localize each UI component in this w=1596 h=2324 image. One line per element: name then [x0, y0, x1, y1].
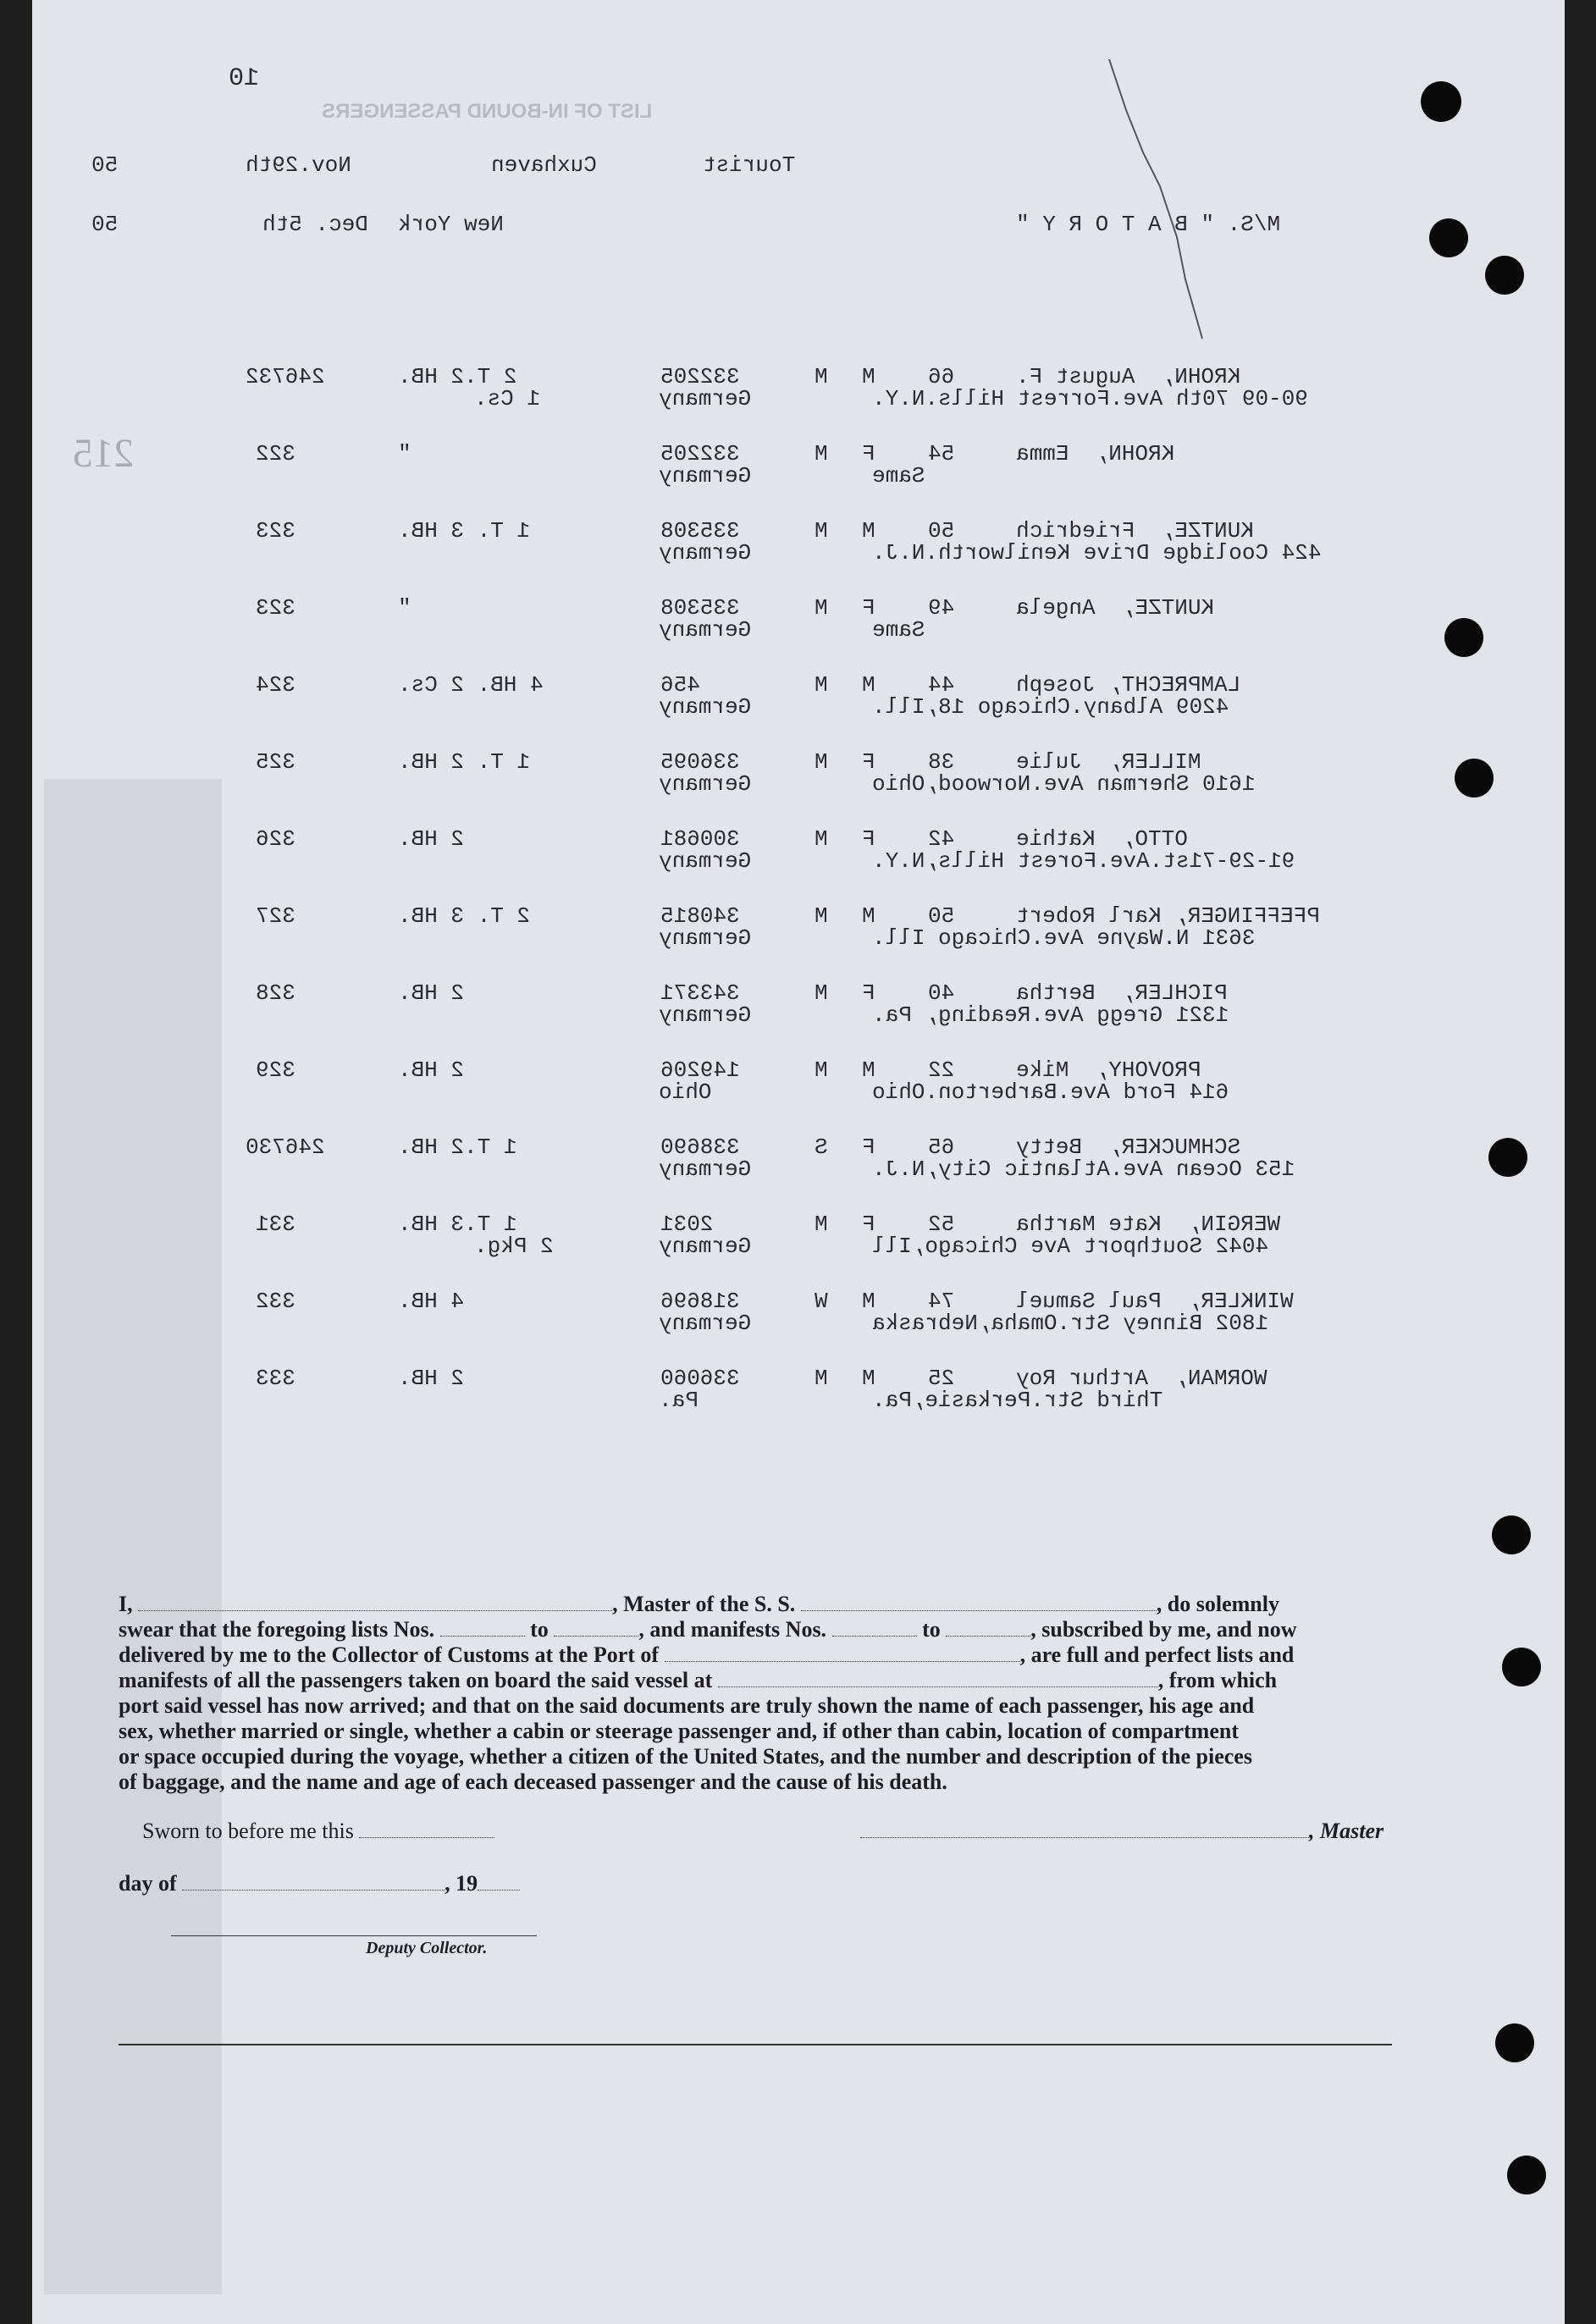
- year-departure: 50: [91, 152, 119, 178]
- document-number: 338690: [660, 1134, 740, 1160]
- baggage: 1 T.3 HB.: [398, 1212, 517, 1237]
- marital-status: M: [815, 903, 828, 929]
- sex: M: [862, 1289, 875, 1314]
- origin: Germany: [659, 925, 752, 951]
- paper-crack: [1101, 59, 1236, 356]
- baggage: 2 HB.: [398, 1057, 465, 1083]
- oath-line-3: delivered by me to the Collector of Customs at the Port of , are full and perfect lists and: [119, 1642, 1295, 1667]
- oath-line-2: swear that the foregoing lists Nos. to , and manifests Nos. to , subscribed by me, and now: [119, 1617, 1297, 1642]
- passenger-name: PROVOHY, Mike: [1016, 1057, 1201, 1083]
- sworn-label: Sworn to before me this: [142, 1819, 494, 1844]
- baggage: 4 HB. 2 Cs.: [398, 672, 544, 698]
- sex: F: [862, 1212, 875, 1237]
- origin: Germany: [659, 463, 752, 489]
- age: 25: [928, 1366, 955, 1391]
- sequence-number: 329: [256, 1057, 295, 1083]
- origin: Germany: [659, 771, 752, 797]
- table-row: [0, 518, 1596, 586]
- address: 1802 Binney Str.Omaha,Nebraska: [872, 1311, 1269, 1336]
- address: 424 Coolidge Drive Kenilworth.N.J.: [872, 540, 1322, 566]
- sequence-number: 333: [256, 1366, 295, 1391]
- baggage-extra: 1 Cs.: [474, 386, 541, 411]
- passenger-name: OTTO, Kathie: [1016, 826, 1188, 852]
- baggage: ": [398, 595, 411, 621]
- printed-title: LIST OF IN-BOUND PASSENGERS: [322, 100, 653, 123]
- punch-hole: [1485, 256, 1524, 295]
- document-number: 318696: [660, 1289, 740, 1314]
- origin: Germany: [659, 1311, 752, 1336]
- class-label: Tourist: [703, 152, 796, 178]
- port-of-departure: Cuxhaven: [491, 152, 597, 178]
- origin: Germany: [659, 694, 752, 720]
- baggage: 4 HB.: [398, 1289, 465, 1314]
- oath-line-1: I, , Master of the S. S. , do solemnly: [119, 1592, 1279, 1616]
- oath-line-7: or space occupied during the voyage, whether a citizen of the United States, and the number and description of the pieces: [119, 1744, 1252, 1769]
- address: 3631 N.Wayne Ave.Chicago Ill.: [872, 925, 1256, 951]
- oath-line-6: sex, whether married or single, whether a cabin or steerage passenger and, if other than cabin, location of compartment: [119, 1719, 1239, 1743]
- baggage-extra: 2 Pkg.: [474, 1234, 554, 1259]
- document-number: 456: [660, 672, 700, 698]
- sex: F: [862, 826, 875, 852]
- sex: M: [862, 903, 875, 929]
- passenger-name: WORMAN, Arthur Roy: [1016, 1366, 1267, 1391]
- baggage: 1 T.2 HB.: [398, 1134, 517, 1160]
- origin: Germany: [659, 1156, 752, 1182]
- deputy-collector-label: Deputy Collector.: [366, 1939, 488, 1957]
- document-number: 332205: [660, 441, 740, 466]
- address: 4042 Southport Ave Chicago,Ill: [872, 1234, 1269, 1259]
- origin: Ohio: [659, 1079, 712, 1105]
- passenger-name: KROHN, Emma: [1016, 441, 1175, 466]
- document-number: 300681: [660, 826, 740, 852]
- arrival-date: Dec. 5th: [262, 212, 368, 237]
- table-row: [0, 1134, 1596, 1202]
- age: 40: [928, 980, 955, 1006]
- address: Same: [872, 617, 925, 643]
- punch-hole: [1502, 1648, 1541, 1686]
- origin: Pa.: [659, 1388, 699, 1413]
- marital-status: M: [815, 441, 828, 466]
- sequence-number: 322: [256, 441, 295, 466]
- passenger-name: LAMPRECHT, Joseph: [1016, 672, 1241, 698]
- sequence-number: 323: [256, 595, 295, 621]
- document-number: 343371: [660, 980, 740, 1006]
- bottom-rule: [119, 2044, 1392, 2045]
- marital-status: M: [815, 518, 828, 544]
- sex: M: [862, 364, 875, 389]
- port-field[interactable]: [665, 1661, 1020, 1662]
- baggage: 2 HB.: [398, 980, 465, 1006]
- marital-status: S: [815, 1134, 828, 1160]
- table-row: [0, 1289, 1596, 1356]
- punch-hole: [1495, 2023, 1534, 2062]
- origin: Germany: [659, 386, 752, 411]
- age: 74: [928, 1289, 955, 1314]
- baggage: 2 HB.: [398, 1366, 465, 1391]
- vessel-field[interactable]: [801, 1610, 1157, 1611]
- baggage: ": [398, 441, 411, 466]
- table-row: [0, 672, 1596, 740]
- oath-line-8: of baggage, and the name and age of each deceased passenger and the cause of his death.: [119, 1769, 947, 1794]
- margin-stamp: 215: [73, 431, 134, 476]
- sex: M: [862, 1057, 875, 1083]
- sex: M: [862, 1366, 875, 1391]
- document-number: 2031: [660, 1212, 714, 1237]
- address: Same: [872, 463, 925, 489]
- table-row: [0, 1057, 1596, 1125]
- manifest-from-field[interactable]: [832, 1636, 917, 1637]
- departure-date: Nov.29th: [246, 152, 351, 178]
- passenger-name: KROHN, August F.: [1016, 364, 1241, 389]
- baggage: 1 T. 3 HB.: [398, 518, 531, 544]
- sequence-number: 323: [256, 518, 295, 544]
- sequence-number: 327: [256, 903, 295, 929]
- punch-hole: [1421, 81, 1461, 122]
- age: 38: [928, 749, 955, 775]
- passenger-name: WERGIN, Kate Martha: [1016, 1212, 1281, 1237]
- origin: Germany: [659, 1234, 752, 1259]
- punch-hole: [1492, 1515, 1531, 1554]
- table-row: [0, 903, 1596, 971]
- punch-hole: [1507, 2156, 1546, 2194]
- origin: Germany: [659, 848, 752, 874]
- origin: Germany: [659, 540, 752, 566]
- sheet-number: 10: [229, 64, 260, 93]
- deputy-signature-line[interactable]: [171, 1935, 537, 1936]
- age: 66: [928, 364, 955, 389]
- marital-status: M: [815, 980, 828, 1006]
- table-row: [0, 749, 1596, 817]
- sex: F: [862, 980, 875, 1006]
- master-signature-field[interactable]: [860, 1837, 1309, 1838]
- age: 52: [928, 1212, 955, 1237]
- passenger-name: WINKLER, Paul Samuel: [1016, 1289, 1294, 1314]
- baggage: 2 T. 3 HB.: [398, 903, 531, 929]
- age: 22: [928, 1057, 955, 1083]
- document-number: 336095: [660, 749, 740, 775]
- origin: Germany: [659, 617, 752, 643]
- sex: F: [862, 595, 875, 621]
- marital-status: M: [815, 1212, 828, 1237]
- table-row: [0, 1212, 1596, 1279]
- document-number: 340815: [660, 903, 740, 929]
- table-row: [0, 364, 1596, 432]
- age: 49: [928, 595, 955, 621]
- sequence-number: 325: [256, 749, 295, 775]
- document-number: 335308: [660, 518, 740, 544]
- baggage: 2 T.2 HB.: [398, 364, 517, 389]
- marital-status: M: [815, 749, 828, 775]
- marital-status: M: [815, 595, 828, 621]
- line-number: 246730: [246, 1134, 325, 1160]
- master-signature: , Master: [860, 1819, 1383, 1844]
- punch-hole: [1429, 218, 1468, 257]
- origin: Germany: [659, 1002, 752, 1028]
- marital-status: M: [815, 672, 828, 698]
- age: 65: [928, 1134, 955, 1160]
- sequence-number: 324: [256, 672, 295, 698]
- sex: F: [862, 1134, 875, 1160]
- sequence-number: 332: [256, 1289, 295, 1314]
- sworn-day-field[interactable]: [359, 1837, 494, 1838]
- passenger-name: KUNTZE, Friedrich: [1016, 518, 1254, 544]
- passenger-name: MILLER, Julie: [1016, 749, 1201, 775]
- age: 50: [928, 518, 955, 544]
- oath-line-5: port said vessel has now arrived; and that on the said documents are truly shown the name of each passenger, his age and: [119, 1693, 1255, 1718]
- month-field[interactable]: [182, 1890, 445, 1891]
- age: 54: [928, 441, 955, 466]
- list-from-field[interactable]: [440, 1636, 525, 1637]
- passenger-name: KUNTZE, Angela: [1016, 595, 1215, 621]
- marital-status: M: [815, 826, 828, 852]
- address: 91-29-71st.Ave.Forest Hills,N.Y.: [872, 848, 1295, 874]
- document-number: 335308: [660, 595, 740, 621]
- address: 1321 Gregg Ave.Reading, Pa.: [872, 1002, 1229, 1028]
- vessel-name: M/S. " B A T O R Y ": [1016, 212, 1281, 237]
- boarding-port-field[interactable]: [718, 1686, 1158, 1687]
- marital-status: M: [815, 1366, 828, 1391]
- document-number: 336060: [660, 1366, 740, 1391]
- sequence-number: 331: [256, 1212, 295, 1237]
- passenger-name: PFEFFINGER, Karl Robert: [1016, 903, 1320, 929]
- passenger-name: PICHLER, Bertha: [1016, 980, 1228, 1006]
- oath-line-4: manifests of all the passengers taken on board the said vessel at , from which: [119, 1668, 1278, 1692]
- port-of-arrival: New York: [398, 212, 504, 237]
- address: 153 Ocean Ave.Atlantic City,N.J.: [872, 1156, 1295, 1182]
- sex: M: [862, 518, 875, 544]
- document-number: 332205: [660, 364, 740, 389]
- address: 90-09 70th Ave.Forrest Hills.N.Y.: [872, 386, 1308, 411]
- age: 42: [928, 826, 955, 852]
- marital-status: W: [815, 1289, 828, 1314]
- year-field[interactable]: [478, 1890, 520, 1891]
- day-of-label: day of , 19: [119, 1871, 520, 1896]
- line-number: 246732: [246, 364, 325, 389]
- table-row: [0, 826, 1596, 894]
- age: 50: [928, 903, 955, 929]
- sex: F: [862, 749, 875, 775]
- marital-status: M: [815, 364, 828, 389]
- baggage: 2 HB.: [398, 826, 465, 852]
- oath-block: [119, 1592, 1390, 1795]
- sequence-number: 328: [256, 980, 295, 1006]
- sex: M: [862, 672, 875, 698]
- address: Third Str.Perkasie,Pa.: [872, 1388, 1163, 1413]
- address: 614 Ford Ave.Barberton.Ohio: [872, 1079, 1229, 1105]
- table-row: [0, 441, 1596, 509]
- year-arrival: 50: [91, 212, 119, 237]
- table-row: [0, 980, 1596, 1048]
- master-name-field[interactable]: [138, 1610, 612, 1611]
- document-number: 149206: [660, 1057, 740, 1083]
- sequence-number: 326: [256, 826, 295, 852]
- sex: F: [862, 441, 875, 466]
- table-row: [0, 1366, 1596, 1433]
- baggage: 1 T. 2 HB.: [398, 749, 531, 775]
- manifest-to-field[interactable]: [946, 1636, 1030, 1637]
- list-to-field[interactable]: [554, 1636, 638, 1637]
- address: 4209 Albany.Chicago 18,Ill.: [872, 694, 1229, 720]
- passenger-name: SCHMUCKER, Betty: [1016, 1134, 1241, 1160]
- marital-status: M: [815, 1057, 828, 1083]
- address: 1610 Sherman Ave.Norwood,Ohio: [872, 771, 1256, 797]
- age: 44: [928, 672, 955, 698]
- table-row: [0, 595, 1596, 663]
